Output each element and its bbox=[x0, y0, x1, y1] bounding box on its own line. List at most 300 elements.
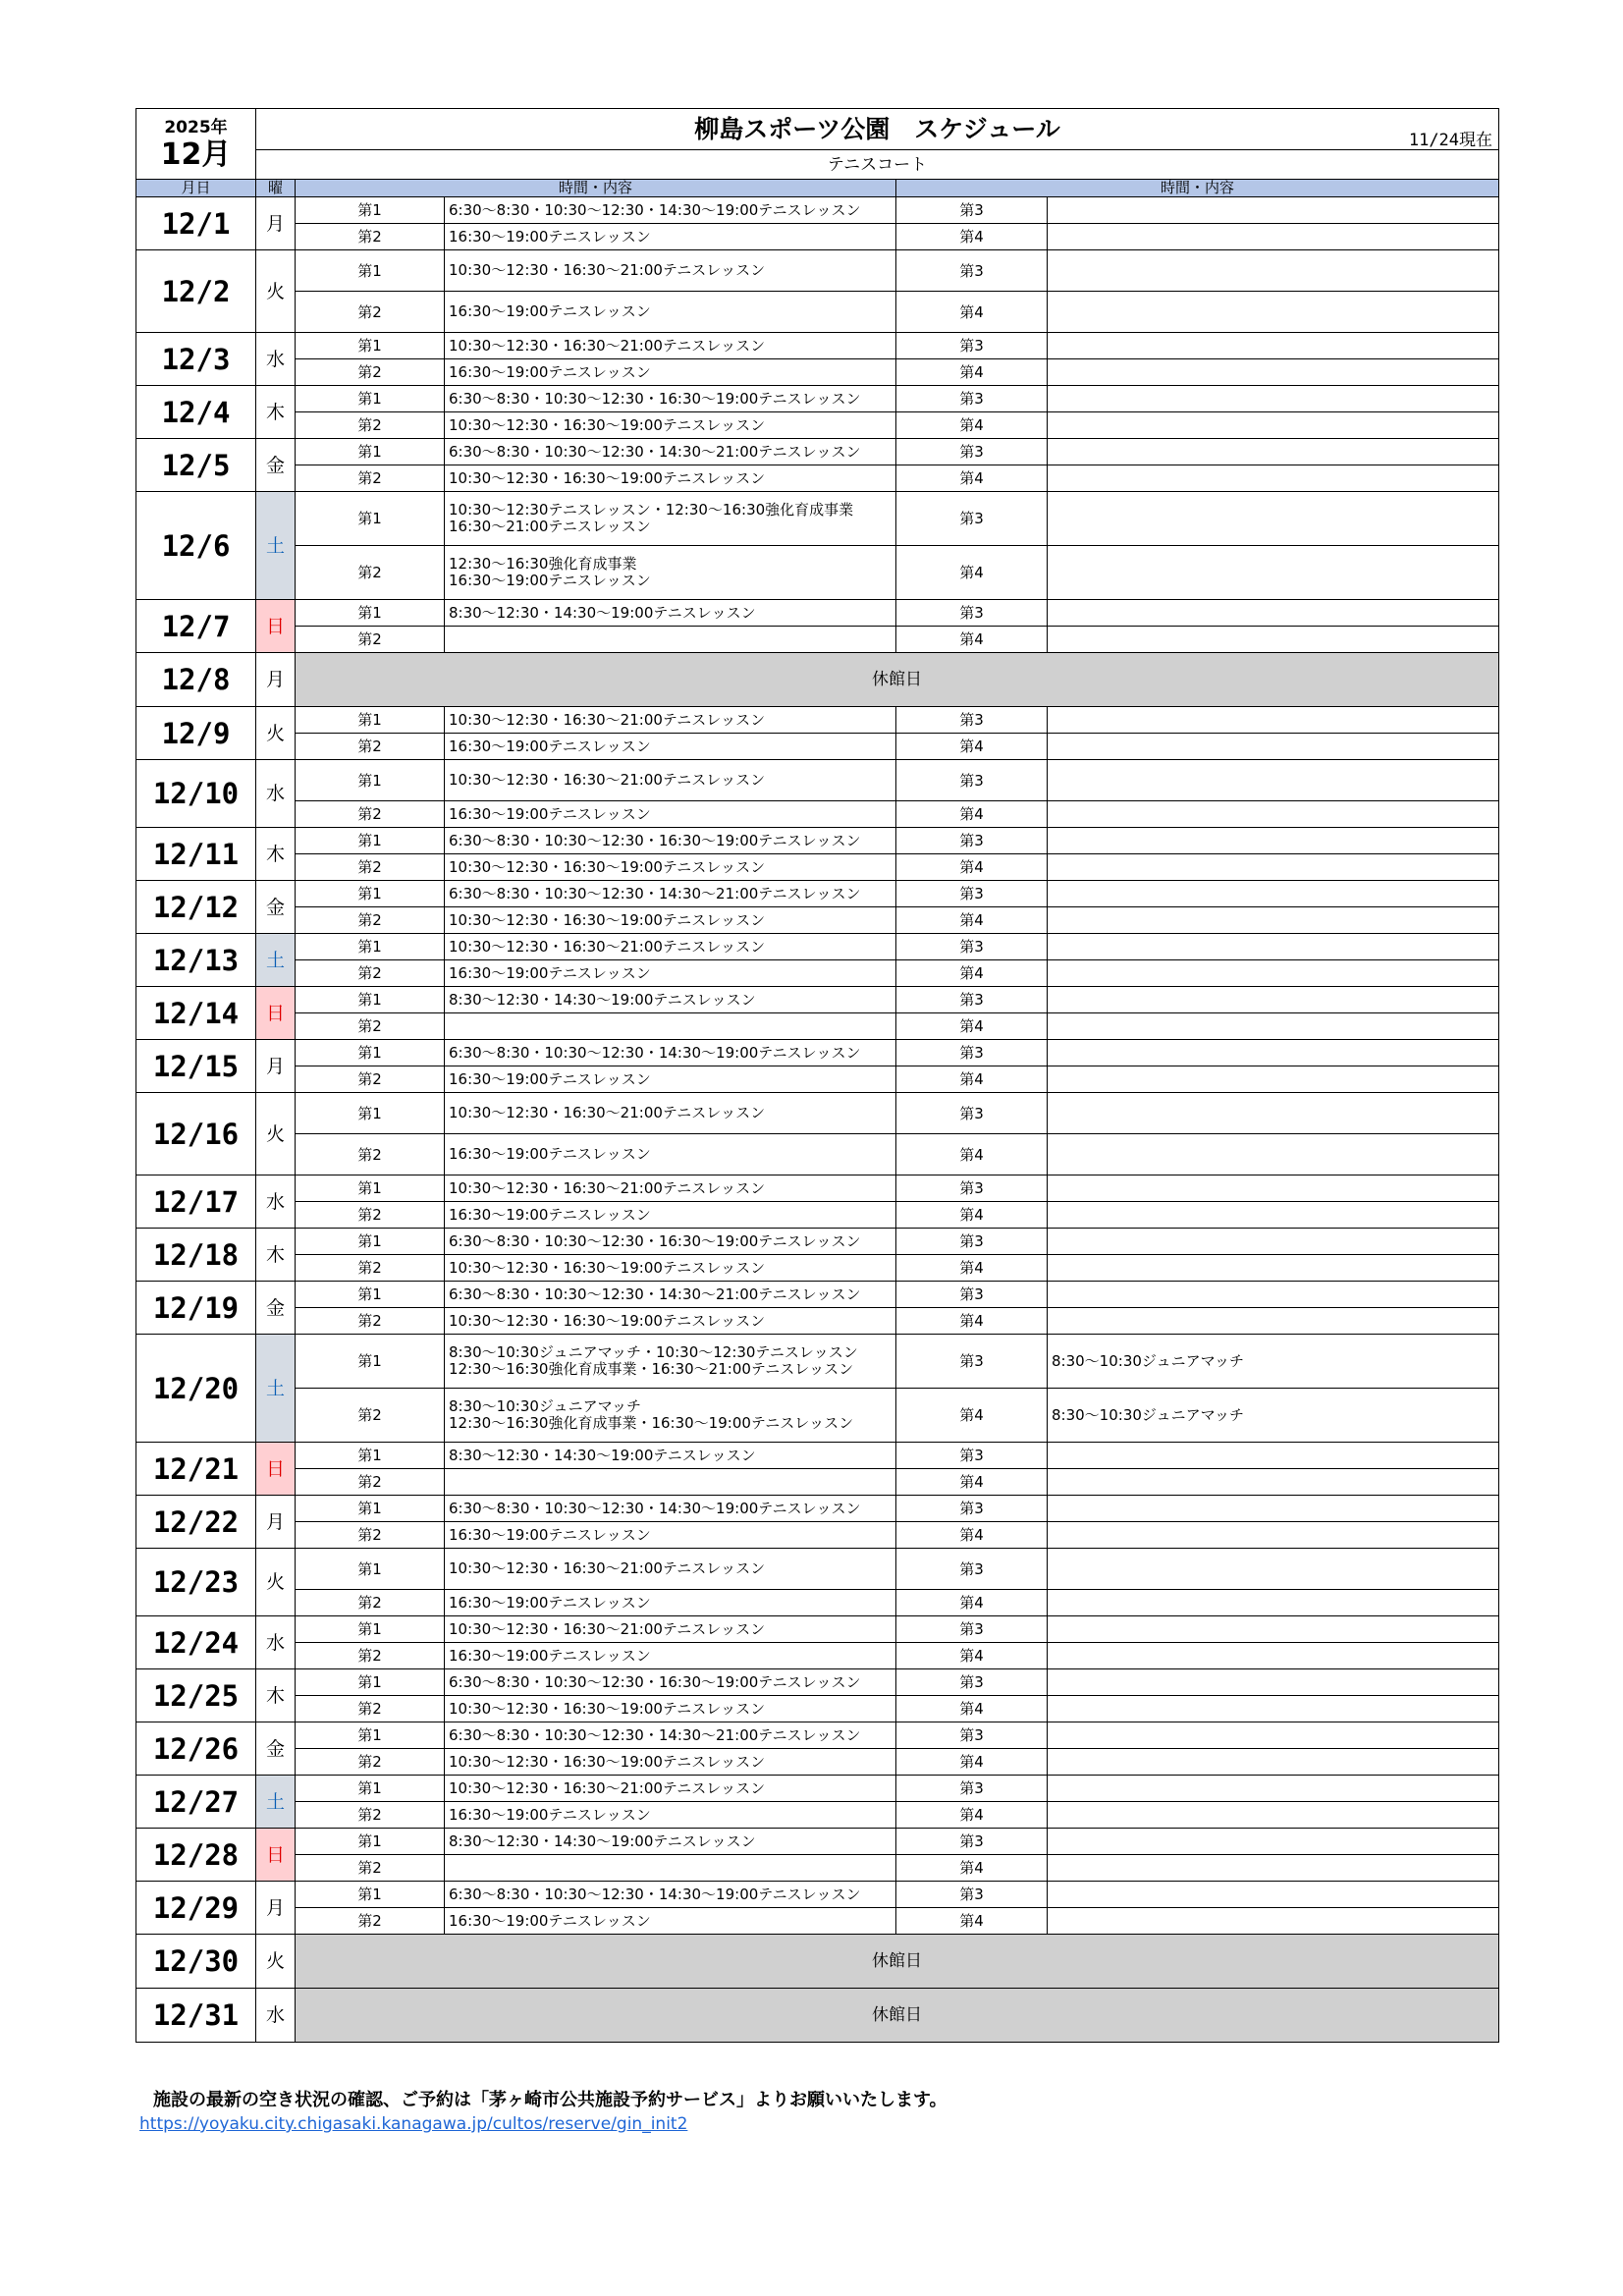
court-label: 第3 bbox=[896, 600, 1048, 627]
court-3-schedule bbox=[1048, 1040, 1499, 1066]
court-1-schedule: 10:30〜12:30・16:30〜21:00テニスレッスン bbox=[445, 934, 896, 960]
schedule-day-subrow bbox=[136, 1802, 1499, 1829]
day-date: 12/9 bbox=[136, 707, 256, 760]
day-of-week: 火 bbox=[256, 707, 296, 760]
court-1-schedule: 6:30〜8:30・10:30〜12:30・14:30〜21:00テニスレッスン bbox=[445, 881, 896, 907]
court-3-schedule bbox=[1048, 439, 1499, 465]
court-1-schedule: 10:30〜12:30・16:30〜21:00テニスレッスン bbox=[445, 707, 896, 734]
schedule-day-subrow bbox=[136, 292, 1499, 333]
court-1-schedule: 6:30〜8:30・10:30〜12:30・16:30〜19:00テニスレッスン bbox=[445, 386, 896, 412]
day-date: 12/15 bbox=[136, 1040, 256, 1093]
schedule-table bbox=[135, 108, 1499, 2043]
court-label: 第2 bbox=[296, 412, 445, 439]
schedule-day-row bbox=[136, 1616, 1499, 1643]
day-date: 12/1 bbox=[136, 197, 256, 250]
court-3-schedule bbox=[1048, 492, 1499, 546]
schedule-day-row bbox=[136, 439, 1499, 465]
court-4-schedule bbox=[1048, 1255, 1499, 1282]
day-of-week: 木 bbox=[256, 386, 296, 439]
day-of-week: 火 bbox=[256, 250, 296, 333]
court-label: 第2 bbox=[296, 1590, 445, 1616]
court-label: 第4 bbox=[896, 627, 1048, 653]
court-label: 第2 bbox=[296, 801, 445, 828]
court-label: 第4 bbox=[896, 734, 1048, 760]
schedule-day-row bbox=[136, 1829, 1499, 1855]
day-date: 12/16 bbox=[136, 1093, 256, 1175]
schedule-day-subrow bbox=[136, 1469, 1499, 1496]
schedule-day-subrow bbox=[136, 1643, 1499, 1669]
court-3-schedule bbox=[1048, 1229, 1499, 1255]
day-date: 12/8 bbox=[136, 653, 256, 707]
schedule-day-row bbox=[136, 828, 1499, 854]
schedule-day-subrow bbox=[136, 1134, 1499, 1175]
court-4-schedule bbox=[1048, 1134, 1499, 1175]
schedule-day-row bbox=[136, 333, 1499, 359]
court-4-schedule bbox=[1048, 907, 1499, 934]
court-label: 第1 bbox=[296, 934, 445, 960]
court-1-schedule: 8:30〜12:30・14:30〜19:00テニスレッスン bbox=[445, 1443, 896, 1469]
court-2-schedule: 10:30〜12:30・16:30〜19:00テニスレッスン bbox=[445, 1255, 896, 1282]
court-4-schedule bbox=[1048, 1202, 1499, 1229]
schedule-day-row bbox=[136, 1093, 1499, 1134]
schedule-day-row bbox=[136, 1496, 1499, 1522]
court-label: 第4 bbox=[896, 960, 1048, 987]
court-label: 第3 bbox=[896, 1040, 1048, 1066]
court-label: 第3 bbox=[896, 333, 1048, 359]
court-2-schedule: 16:30〜19:00テニスレッスン bbox=[445, 359, 896, 386]
court-4-schedule bbox=[1048, 1066, 1499, 1093]
court-3-schedule bbox=[1048, 1549, 1499, 1590]
day-of-week: 木 bbox=[256, 1229, 296, 1282]
court-2-schedule bbox=[445, 1855, 896, 1882]
day-of-week: 土 bbox=[256, 1335, 296, 1443]
court-3-schedule bbox=[1048, 707, 1499, 734]
court-1-schedule: 6:30〜8:30・10:30〜12:30・14:30〜21:00テニスレッスン bbox=[445, 1722, 896, 1749]
court-3-schedule bbox=[1048, 1443, 1499, 1469]
day-of-week: 日 bbox=[256, 600, 296, 653]
court-3-schedule bbox=[1048, 828, 1499, 854]
court-label: 第1 bbox=[296, 760, 445, 801]
schedule-day-row bbox=[136, 1549, 1499, 1590]
schedule-day-row bbox=[136, 1229, 1499, 1255]
schedule-day-row bbox=[136, 1669, 1499, 1696]
court-label: 第3 bbox=[896, 1443, 1048, 1469]
court-3-schedule bbox=[1048, 987, 1499, 1013]
page-title: 柳島スポーツ公園 スケジュール bbox=[694, 114, 1060, 143]
court-4-schedule bbox=[1048, 960, 1499, 987]
court-label: 第4 bbox=[896, 1696, 1048, 1722]
court-label: 第2 bbox=[296, 1389, 445, 1443]
court-3-schedule bbox=[1048, 1282, 1499, 1308]
court-2-schedule: 16:30〜19:00テニスレッスン bbox=[445, 1134, 896, 1175]
court-2-schedule: 16:30〜19:00テニスレッスン bbox=[445, 1908, 896, 1935]
court-label: 第2 bbox=[296, 1696, 445, 1722]
column-header-content-right: 時間・内容 bbox=[896, 180, 1499, 197]
court-4-schedule bbox=[1048, 1590, 1499, 1616]
day-date: 12/21 bbox=[136, 1443, 256, 1496]
court-4-schedule bbox=[1048, 1013, 1499, 1040]
court-4-schedule bbox=[1048, 465, 1499, 492]
court-4-schedule bbox=[1048, 1522, 1499, 1549]
court-1-schedule: 6:30〜8:30・10:30〜12:30・14:30〜19:00テニスレッスン bbox=[445, 1496, 896, 1522]
schedule-day-subrow bbox=[136, 960, 1499, 987]
court-1-schedule: 10:30〜12:30・16:30〜21:00テニスレッスン bbox=[445, 250, 896, 292]
court-label: 第1 bbox=[296, 987, 445, 1013]
court-4-schedule bbox=[1048, 1643, 1499, 1669]
court-1-schedule: 10:30〜12:30・16:30〜21:00テニスレッスン bbox=[445, 760, 896, 801]
day-of-week: 水 bbox=[256, 333, 296, 386]
court-label: 第3 bbox=[896, 1669, 1048, 1696]
schedule-day-subrow bbox=[136, 1696, 1499, 1722]
court-3-schedule bbox=[1048, 1776, 1499, 1802]
schedule-day-subrow bbox=[136, 465, 1499, 492]
schedule-day-row bbox=[136, 1722, 1499, 1749]
day-date: 12/11 bbox=[136, 828, 256, 881]
court-4-schedule bbox=[1048, 854, 1499, 881]
court-label: 第4 bbox=[896, 1389, 1048, 1443]
court-3-schedule bbox=[1048, 600, 1499, 627]
schedule-day-row bbox=[136, 386, 1499, 412]
schedule-day-row bbox=[136, 987, 1499, 1013]
column-header-date: 月日 bbox=[136, 180, 256, 197]
court-4-schedule bbox=[1048, 801, 1499, 828]
court-label: 第2 bbox=[296, 1469, 445, 1496]
court-label: 第1 bbox=[296, 333, 445, 359]
court-1-schedule: 6:30〜8:30・10:30〜12:30・14:30〜19:00テニスレッスン bbox=[445, 1882, 896, 1908]
schedule-day-row bbox=[136, 1882, 1499, 1908]
schedule-day-row bbox=[136, 934, 1499, 960]
day-of-week: 日 bbox=[256, 1829, 296, 1882]
day-date: 12/25 bbox=[136, 1669, 256, 1722]
court-1-schedule: 10:30〜12:30テニスレッスン・12:30〜16:30強化育成事業 16:30〜21:00テニスレッスン bbox=[445, 492, 896, 546]
closed-notice: 休館日 bbox=[296, 1989, 1499, 2043]
court-label: 第4 bbox=[896, 1202, 1048, 1229]
day-date: 12/20 bbox=[136, 1335, 256, 1443]
court-1-schedule: 10:30〜12:30・16:30〜21:00テニスレッスン bbox=[445, 1549, 896, 1590]
day-of-week: 水 bbox=[256, 1616, 296, 1669]
day-date: 12/14 bbox=[136, 987, 256, 1040]
schedule-day-row bbox=[136, 1335, 1499, 1389]
court-label: 第1 bbox=[296, 1282, 445, 1308]
court-label: 第4 bbox=[896, 224, 1048, 250]
day-of-week: 火 bbox=[256, 1935, 296, 1989]
court-1-schedule: 6:30〜8:30・10:30〜12:30・14:30〜21:00テニスレッスン bbox=[445, 439, 896, 465]
day-date: 12/24 bbox=[136, 1616, 256, 1669]
court-label: 第2 bbox=[296, 1134, 445, 1175]
court-label: 第2 bbox=[296, 907, 445, 934]
court-1-schedule: 10:30〜12:30・16:30〜21:00テニスレッスン bbox=[445, 1776, 896, 1802]
day-date: 12/7 bbox=[136, 600, 256, 653]
court-label: 第3 bbox=[896, 987, 1048, 1013]
court-label: 第1 bbox=[296, 1882, 445, 1908]
court-1-schedule: 6:30〜8:30・10:30〜12:30・16:30〜19:00テニスレッスン bbox=[445, 1669, 896, 1696]
court-1-schedule: 10:30〜12:30・16:30〜21:00テニスレッスン bbox=[445, 333, 896, 359]
court-2-schedule: 16:30〜19:00テニスレッスン bbox=[445, 734, 896, 760]
schedule-day-subrow bbox=[136, 359, 1499, 386]
day-date: 12/19 bbox=[136, 1282, 256, 1335]
day-date: 12/12 bbox=[136, 881, 256, 934]
court-3-schedule bbox=[1048, 1882, 1499, 1908]
facility-name: テニスコート bbox=[256, 150, 1499, 180]
day-date: 12/17 bbox=[136, 1175, 256, 1229]
schedule-sheet bbox=[135, 108, 1498, 2043]
court-label: 第2 bbox=[296, 1308, 445, 1335]
court-1-schedule: 8:30〜12:30・14:30〜19:00テニスレッスン bbox=[445, 987, 896, 1013]
court-1-schedule: 6:30〜8:30・10:30〜12:30・14:30〜21:00テニスレッスン bbox=[445, 1282, 896, 1308]
court-label: 第2 bbox=[296, 1255, 445, 1282]
court-3-schedule bbox=[1048, 1722, 1499, 1749]
court-3-schedule bbox=[1048, 1093, 1499, 1134]
day-date: 12/23 bbox=[136, 1549, 256, 1616]
day-of-week: 土 bbox=[256, 934, 296, 987]
court-label: 第1 bbox=[296, 1229, 445, 1255]
day-date: 12/5 bbox=[136, 439, 256, 492]
day-of-week: 月 bbox=[256, 1040, 296, 1093]
day-of-week: 土 bbox=[256, 492, 296, 600]
court-1-schedule: 6:30〜8:30・10:30〜12:30・14:30〜19:00テニスレッスン bbox=[445, 197, 896, 224]
court-label: 第3 bbox=[896, 1776, 1048, 1802]
court-label: 第4 bbox=[896, 546, 1048, 600]
schedule-day-subrow bbox=[136, 224, 1499, 250]
court-label: 第3 bbox=[896, 881, 1048, 907]
court-label: 第4 bbox=[896, 359, 1048, 386]
schedule-day-row bbox=[136, 707, 1499, 734]
day-date: 12/2 bbox=[136, 250, 256, 333]
schedule-day-subrow bbox=[136, 1013, 1499, 1040]
court-label: 第3 bbox=[896, 1616, 1048, 1643]
schedule-day-subrow bbox=[136, 907, 1499, 934]
court-label: 第1 bbox=[296, 1175, 445, 1202]
reservation-link[interactable]: https://yoyaku.city.chigasaki.kanagawa.jp/cultos/reserve/gin_init2 bbox=[139, 2114, 688, 2134]
schedule-day-row bbox=[136, 1443, 1499, 1469]
court-2-schedule: 16:30〜19:00テニスレッスン bbox=[445, 1522, 896, 1549]
court-label: 第1 bbox=[296, 1669, 445, 1696]
court-label: 第2 bbox=[296, 960, 445, 987]
court-label: 第4 bbox=[896, 1590, 1048, 1616]
day-date: 12/30 bbox=[136, 1935, 256, 1989]
day-date: 12/22 bbox=[136, 1496, 256, 1549]
court-label: 第3 bbox=[896, 1549, 1048, 1590]
schedule-day-subrow bbox=[136, 734, 1499, 760]
court-3-schedule bbox=[1048, 250, 1499, 292]
court-2-schedule: 16:30〜19:00テニスレッスン bbox=[445, 1066, 896, 1093]
court-label: 第3 bbox=[896, 386, 1048, 412]
day-date: 12/10 bbox=[136, 760, 256, 828]
court-label: 第3 bbox=[896, 1335, 1048, 1389]
schedule-day-row bbox=[136, 1040, 1499, 1066]
column-header-content-left: 時間・内容 bbox=[296, 180, 896, 197]
court-4-schedule bbox=[1048, 292, 1499, 333]
court-label: 第4 bbox=[896, 412, 1048, 439]
court-label: 第3 bbox=[896, 1829, 1048, 1855]
court-3-schedule bbox=[1048, 1496, 1499, 1522]
court-2-schedule: 10:30〜12:30・16:30〜19:00テニスレッスン bbox=[445, 1749, 896, 1776]
court-3-schedule: 8:30〜10:30ジュニアマッチ bbox=[1048, 1335, 1499, 1389]
court-label: 第1 bbox=[296, 1443, 445, 1469]
court-1-schedule: 6:30〜8:30・10:30〜12:30・14:30〜19:00テニスレッスン bbox=[445, 1040, 896, 1066]
court-label: 第2 bbox=[296, 292, 445, 333]
schedule-day-subrow bbox=[136, 1855, 1499, 1882]
court-3-schedule bbox=[1048, 934, 1499, 960]
court-4-schedule bbox=[1048, 359, 1499, 386]
court-label: 第2 bbox=[296, 627, 445, 653]
court-1-schedule: 8:30〜10:30ジュニアマッチ・10:30〜12:30テニスレッスン 12:30〜16:30強化育成事業・16:30〜21:00テニスレッスン bbox=[445, 1335, 896, 1389]
court-2-schedule bbox=[445, 1013, 896, 1040]
schedule-day-row bbox=[136, 1282, 1499, 1308]
court-label: 第3 bbox=[896, 828, 1048, 854]
court-label: 第4 bbox=[896, 801, 1048, 828]
court-label: 第4 bbox=[896, 854, 1048, 881]
court-2-schedule: 16:30〜19:00テニスレッスン bbox=[445, 1202, 896, 1229]
court-label: 第4 bbox=[896, 1643, 1048, 1669]
court-label: 第4 bbox=[896, 1134, 1048, 1175]
day-date: 12/27 bbox=[136, 1776, 256, 1829]
court-1-schedule: 6:30〜8:30・10:30〜12:30・16:30〜19:00テニスレッスン bbox=[445, 828, 896, 854]
court-label: 第3 bbox=[896, 250, 1048, 292]
court-3-schedule bbox=[1048, 760, 1499, 801]
day-of-week: 火 bbox=[256, 1093, 296, 1175]
court-4-schedule: 8:30〜10:30ジュニアマッチ bbox=[1048, 1389, 1499, 1443]
day-of-week: 日 bbox=[256, 1443, 296, 1496]
court-2-schedule: 16:30〜19:00テニスレッスン bbox=[445, 292, 896, 333]
day-date: 12/31 bbox=[136, 1989, 256, 2043]
court-label: 第3 bbox=[896, 1229, 1048, 1255]
closed-notice: 休館日 bbox=[296, 653, 1499, 707]
day-date: 12/6 bbox=[136, 492, 256, 600]
schedule-day-row bbox=[136, 492, 1499, 546]
day-date: 12/28 bbox=[136, 1829, 256, 1882]
court-label: 第1 bbox=[296, 881, 445, 907]
day-of-week: 木 bbox=[256, 828, 296, 881]
court-label: 第2 bbox=[296, 1522, 445, 1549]
court-2-schedule: 10:30〜12:30・16:30〜19:00テニスレッスン bbox=[445, 1696, 896, 1722]
court-2-schedule: 8:30〜10:30ジュニアマッチ 12:30〜16:30強化育成事業・16:30〜19:00テニスレッスン bbox=[445, 1389, 896, 1443]
court-label: 第3 bbox=[896, 1882, 1048, 1908]
schedule-day-subrow bbox=[136, 1255, 1499, 1282]
court-2-schedule: 12:30〜16:30強化育成事業 16:30〜19:00テニスレッスン bbox=[445, 546, 896, 600]
schedule-day-row bbox=[136, 1989, 1499, 2043]
court-3-schedule bbox=[1048, 386, 1499, 412]
court-1-schedule: 10:30〜12:30・16:30〜21:00テニスレッスン bbox=[445, 1616, 896, 1643]
day-of-week: 金 bbox=[256, 881, 296, 934]
court-2-schedule: 16:30〜19:00テニスレッスン bbox=[445, 224, 896, 250]
court-label: 第4 bbox=[896, 1066, 1048, 1093]
court-label: 第2 bbox=[296, 1802, 445, 1829]
court-2-schedule: 16:30〜19:00テニスレッスン bbox=[445, 801, 896, 828]
schedule-day-row bbox=[136, 197, 1499, 224]
court-2-schedule bbox=[445, 627, 896, 653]
court-2-schedule: 10:30〜12:30・16:30〜19:00テニスレッスン bbox=[445, 465, 896, 492]
court-label: 第4 bbox=[896, 1908, 1048, 1935]
schedule-day-subrow bbox=[136, 546, 1499, 600]
court-label: 第3 bbox=[896, 1282, 1048, 1308]
schedule-day-subrow bbox=[136, 1308, 1499, 1335]
court-label: 第3 bbox=[896, 1093, 1048, 1134]
court-2-schedule: 16:30〜19:00テニスレッスン bbox=[445, 1590, 896, 1616]
court-2-schedule bbox=[445, 1469, 896, 1496]
court-label: 第2 bbox=[296, 854, 445, 881]
day-of-week: 水 bbox=[256, 760, 296, 828]
court-3-schedule bbox=[1048, 881, 1499, 907]
court-label: 第4 bbox=[896, 1013, 1048, 1040]
court-3-schedule bbox=[1048, 1829, 1499, 1855]
footer-note: 施設の最新の空き状況の確認、ご予約は「茅ヶ崎市公共施設予約サービス」よりお願いいたします。 bbox=[153, 2090, 947, 2110]
court-label: 第1 bbox=[296, 1040, 445, 1066]
court-2-schedule: 10:30〜12:30・16:30〜19:00テニスレッスン bbox=[445, 412, 896, 439]
court-label: 第3 bbox=[896, 197, 1048, 224]
day-of-week: 水 bbox=[256, 1989, 296, 2043]
court-label: 第2 bbox=[296, 1066, 445, 1093]
court-label: 第1 bbox=[296, 828, 445, 854]
court-label: 第1 bbox=[296, 386, 445, 412]
court-label: 第1 bbox=[296, 1776, 445, 1802]
court-1-schedule: 6:30〜8:30・10:30〜12:30・16:30〜19:00テニスレッスン bbox=[445, 1229, 896, 1255]
court-1-schedule: 10:30〜12:30・16:30〜21:00テニスレッスン bbox=[445, 1093, 896, 1134]
court-label: 第1 bbox=[296, 1093, 445, 1134]
court-label: 第1 bbox=[296, 600, 445, 627]
court-4-schedule bbox=[1048, 412, 1499, 439]
court-label: 第1 bbox=[296, 439, 445, 465]
schedule-day-subrow bbox=[136, 854, 1499, 881]
court-4-schedule bbox=[1048, 1802, 1499, 1829]
court-label: 第2 bbox=[296, 1908, 445, 1935]
court-label: 第2 bbox=[296, 546, 445, 600]
day-of-week: 月 bbox=[256, 197, 296, 250]
day-date: 12/13 bbox=[136, 934, 256, 987]
schedule-day-subrow bbox=[136, 1522, 1499, 1549]
day-of-week: 金 bbox=[256, 1722, 296, 1776]
schedule-day-row bbox=[136, 653, 1499, 707]
schedule-day-subrow bbox=[136, 1590, 1499, 1616]
schedule-day-row bbox=[136, 1776, 1499, 1802]
court-4-schedule bbox=[1048, 734, 1499, 760]
court-4-schedule bbox=[1048, 1469, 1499, 1496]
court-label: 第2 bbox=[296, 734, 445, 760]
court-2-schedule: 16:30〜19:00テニスレッスン bbox=[445, 960, 896, 987]
court-2-schedule: 16:30〜19:00テニスレッスン bbox=[445, 1643, 896, 1669]
schedule-day-row bbox=[136, 600, 1499, 627]
court-label: 第4 bbox=[896, 907, 1048, 934]
court-label: 第4 bbox=[896, 1255, 1048, 1282]
schedule-day-subrow bbox=[136, 1389, 1499, 1443]
court-3-schedule bbox=[1048, 197, 1499, 224]
month-header bbox=[136, 109, 256, 180]
court-label: 第1 bbox=[296, 197, 445, 224]
court-2-schedule: 10:30〜12:30・16:30〜19:00テニスレッスン bbox=[445, 854, 896, 881]
court-label: 第1 bbox=[296, 1829, 445, 1855]
court-label: 第1 bbox=[296, 1496, 445, 1522]
court-label: 第3 bbox=[896, 760, 1048, 801]
court-label: 第1 bbox=[296, 1616, 445, 1643]
court-label: 第3 bbox=[896, 492, 1048, 546]
court-3-schedule bbox=[1048, 1175, 1499, 1202]
court-1-schedule: 10:30〜12:30・16:30〜21:00テニスレッスン bbox=[445, 1175, 896, 1202]
court-4-schedule bbox=[1048, 1696, 1499, 1722]
court-4-schedule bbox=[1048, 627, 1499, 653]
court-4-schedule bbox=[1048, 224, 1499, 250]
schedule-day-row bbox=[136, 881, 1499, 907]
schedule-day-subrow bbox=[136, 627, 1499, 653]
day-date: 12/29 bbox=[136, 1882, 256, 1935]
court-label: 第1 bbox=[296, 707, 445, 734]
schedule-day-subrow bbox=[136, 1202, 1499, 1229]
schedule-day-subrow bbox=[136, 412, 1499, 439]
court-label: 第2 bbox=[296, 1202, 445, 1229]
court-label: 第2 bbox=[296, 1749, 445, 1776]
day-of-week: 月 bbox=[256, 653, 296, 707]
court-label: 第2 bbox=[296, 1013, 445, 1040]
day-of-week: 木 bbox=[256, 1669, 296, 1722]
